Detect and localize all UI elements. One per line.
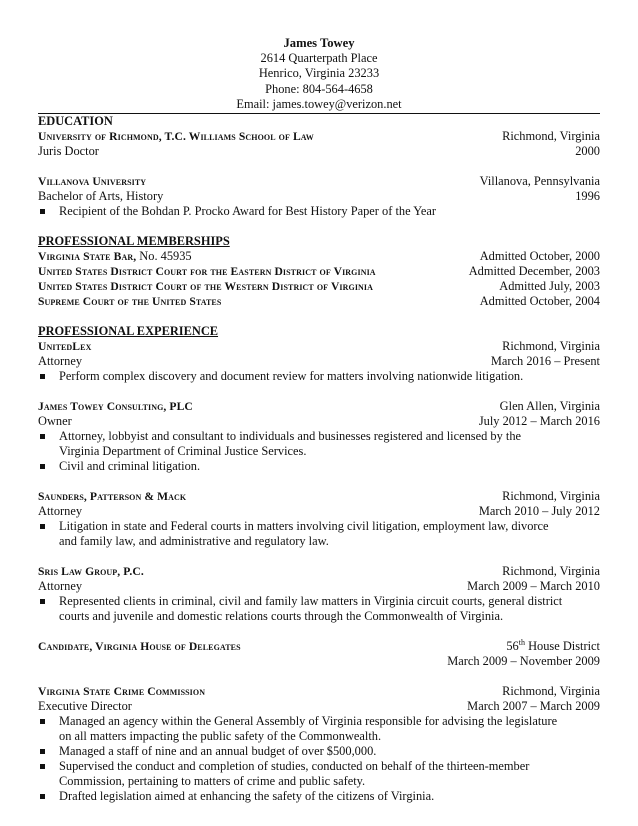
membership-row — [38, 249, 600, 264]
square-bullet-icon — [40, 209, 45, 214]
list-item — [38, 369, 600, 384]
square-bullet-icon — [40, 794, 45, 799]
bullet-text: Perform complex discovery and document review for matters involving nationwide litigation. — [59, 369, 524, 384]
job-organization: Saunders, Patterson & Mack — [38, 490, 187, 504]
job-org-row — [38, 564, 600, 579]
bullet-text-line: courts and juvenile and domestic relations courts through the Commonwealth of Virginia. — [59, 609, 504, 624]
spacer — [38, 309, 600, 324]
job-organization: UnitedLex — [38, 340, 92, 354]
list-item — [38, 594, 600, 624]
job-location: Richmond, Virginia — [502, 339, 600, 354]
school-location: Richmond, Virginia — [502, 129, 600, 144]
ordinal-suffix: th — [518, 637, 525, 647]
job-dates: March 2009 – March 2010 — [467, 579, 600, 594]
job-role-row — [38, 414, 600, 429]
membership-row — [38, 279, 600, 294]
job-organization: Virginia State Crime Commission — [38, 685, 206, 699]
job-role-row — [38, 354, 600, 369]
membership-name: United States District Court of the Western District of Virginia — [38, 280, 374, 294]
membership-date: Admitted October, 2004 — [479, 294, 600, 309]
list-item — [38, 519, 600, 549]
bullet-text: Civil and criminal litigation. — [59, 459, 201, 474]
experience-heading: PROFESSIONAL EXPERIENCE — [38, 324, 219, 339]
bullet-text-line: Attorney, lobbyist and consultant to individuals and businesses registered and licensed by the — [59, 429, 522, 444]
job-role: Executive Director — [38, 699, 132, 714]
membership-date: Admitted December, 2003 — [468, 264, 600, 279]
address-line-1: 2614 Quarterpath Place — [260, 51, 378, 66]
job-location: Richmond, Virginia — [502, 684, 600, 699]
degree-year: 2000 — [575, 144, 600, 159]
job-organization: Sris Law Group, P.C. — [38, 565, 144, 579]
address-line-2: Henrico, Virginia 23233 — [258, 66, 380, 81]
membership-date: Admitted July, 2003 — [499, 279, 600, 294]
job-role: Attorney — [38, 354, 83, 369]
education-school-row — [38, 174, 600, 189]
email-line: Email: james.towey@verizon.net — [236, 96, 402, 111]
education-degree-row — [38, 189, 600, 204]
square-bullet-icon — [40, 719, 45, 724]
bullet-text-line: Virginia Department of Criminal Justice Services. — [59, 444, 307, 459]
bullet-list — [38, 519, 600, 549]
membership-name: Supreme Court of the United States — [38, 295, 222, 309]
job-location: Richmond, Virginia — [502, 564, 600, 579]
school-location: Villanova, Pennsylvania — [479, 174, 600, 189]
degree: Bachelor of Arts, History — [38, 189, 164, 204]
list-item — [38, 459, 600, 474]
bullet-text: Recipient of the Bohdan P. Procko Award for Best History Paper of the Year — [59, 204, 437, 219]
job-role-row — [38, 504, 600, 519]
job-organization: James Towey Consulting, PLC — [38, 400, 193, 414]
job-role-row — [38, 699, 600, 714]
job-role: Attorney — [38, 579, 83, 594]
square-bullet-icon — [40, 764, 45, 769]
bullet-text: Managed a staff of nine and an annual budget of over $500,000. — [59, 744, 377, 759]
phone-line: Phone: 804-564-4658 — [265, 81, 373, 96]
list-item — [38, 744, 600, 759]
job-org-row — [38, 399, 600, 414]
education-degree-row — [38, 144, 600, 159]
job-location: Richmond, Virginia — [502, 489, 600, 504]
school-name: Villanova University — [38, 175, 147, 189]
job-org-row — [38, 339, 600, 354]
district-label: House District — [524, 639, 600, 654]
bullet-list — [38, 714, 600, 804]
job-location — [506, 639, 600, 654]
spacer — [38, 549, 600, 564]
job-organization: Candidate, Virginia House of Delegates — [38, 640, 241, 654]
education-school-row — [38, 129, 600, 144]
bullet-text-line: on all matters impacting the public safety of the Commonwealth. — [59, 729, 382, 744]
bullet-text-line: Managed an agency within the General Assembly of Virginia responsible for advising the legislature — [59, 714, 558, 729]
spacer — [38, 159, 600, 174]
square-bullet-icon — [40, 749, 45, 754]
job-dates: July 2012 – March 2016 — [478, 414, 600, 429]
membership-number: No. 45935 — [136, 249, 192, 264]
list-item — [38, 429, 600, 459]
bullet-text-line: Supervised the conduct and completion of studies, conducted on behalf of the thirteen-member — [59, 759, 530, 774]
square-bullet-icon — [40, 464, 45, 469]
job-dates: March 2010 – July 2012 — [478, 504, 600, 519]
list-item — [38, 204, 600, 219]
bullet-text: Drafted legislation aimed at enhancing the safety of the citizens of Virginia. — [59, 789, 435, 804]
education-heading: EDUCATION — [38, 114, 113, 129]
bullet-text-line: Commission, pertaining to matters of crime and public safety. — [59, 774, 366, 789]
bullet-list — [38, 429, 600, 474]
spacer — [38, 219, 600, 234]
bullet-text-line: and family law, and administrative and regulatory law. — [59, 534, 329, 549]
job-dates: March 2009 – November 2009 — [447, 654, 600, 669]
bullet-list — [38, 369, 600, 384]
job-org-row — [38, 639, 600, 654]
square-bullet-icon — [40, 374, 45, 379]
membership-row — [38, 264, 600, 279]
job-role: Owner — [38, 414, 72, 429]
bullet-list — [38, 594, 600, 624]
list-item — [38, 789, 600, 804]
membership-date: Admitted October, 2000 — [479, 249, 600, 264]
spacer — [38, 384, 600, 399]
spacer — [38, 474, 600, 489]
school-name: University of Richmond, T.C. Williams School of Law — [38, 130, 314, 144]
job-dates: March 2016 – Present — [490, 354, 600, 369]
bullet-text-line: Represented clients in criminal, civil and family law matters in Virginia circuit courts, general district — [59, 594, 563, 609]
resume-page — [38, 36, 600, 804]
job-org-row — [38, 684, 600, 699]
spacer — [38, 669, 600, 684]
job-location: Glen Allen, Virginia — [499, 399, 600, 414]
job-role: Attorney — [38, 504, 83, 519]
resume-header — [38, 36, 600, 112]
job-dates: March 2007 – March 2009 — [467, 699, 600, 714]
bullet-list — [38, 204, 600, 219]
list-item — [38, 714, 600, 744]
membership-name: United States District Court for the Eastern District of Virginia — [38, 265, 376, 279]
square-bullet-icon — [40, 524, 45, 529]
bullet-text-line: Litigation in state and Federal courts in matters involving civil litigation, employment law, divorce — [59, 519, 549, 534]
membership-name: Virginia State Bar, — [38, 250, 137, 264]
job-role-row — [38, 654, 600, 669]
list-item — [38, 759, 600, 789]
spacer — [38, 624, 600, 639]
memberships-heading: PROFESSIONAL MEMBERSHIPS — [38, 234, 230, 249]
degree-year: 1996 — [575, 189, 600, 204]
square-bullet-icon — [40, 599, 45, 604]
job-org-row — [38, 489, 600, 504]
candidate-name: James Towey — [283, 36, 355, 50]
membership-row — [38, 294, 600, 309]
district-number: 56 — [506, 639, 519, 654]
square-bullet-icon — [40, 434, 45, 439]
degree: Juris Doctor — [38, 144, 99, 159]
job-role-row — [38, 579, 600, 594]
